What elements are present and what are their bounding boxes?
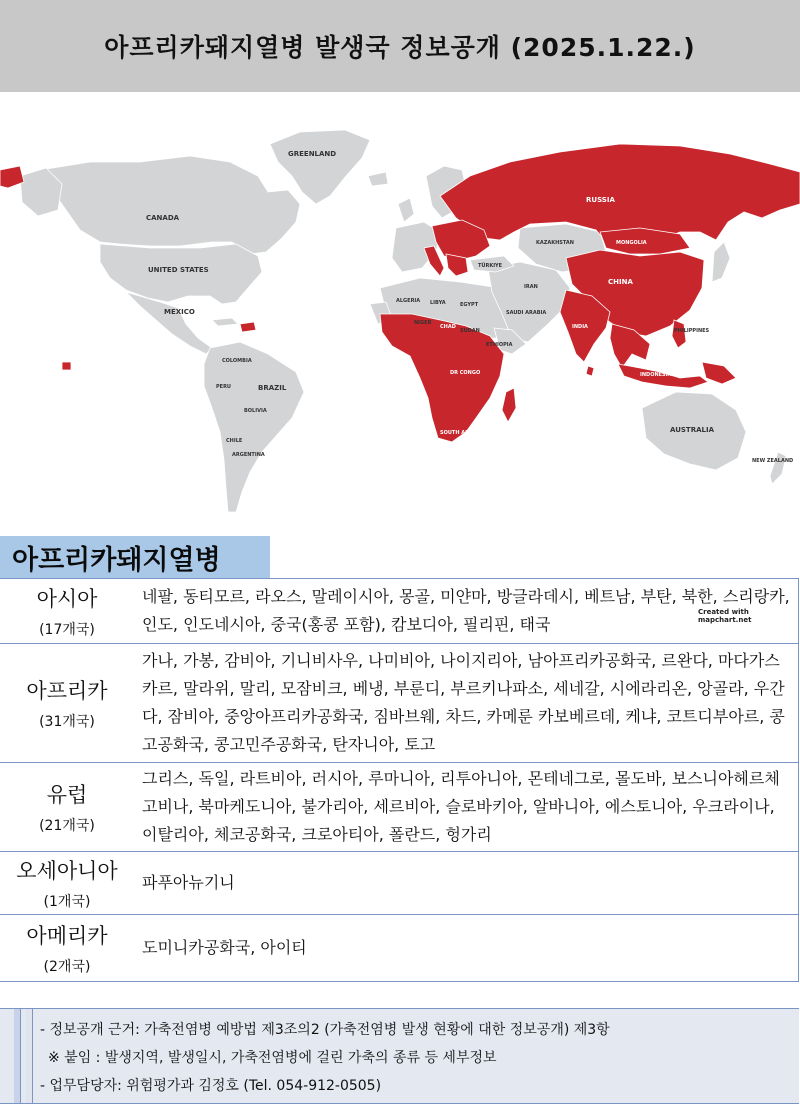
region-cell xyxy=(0,579,134,643)
region-row-europe xyxy=(0,763,799,852)
pacific-marker xyxy=(62,362,71,370)
countries-cell xyxy=(134,579,798,643)
country-list: 파푸아뉴기니 xyxy=(142,873,235,892)
map-label-south-africa: SOUTH AFRICA xyxy=(440,430,482,436)
sri-lanka-shape xyxy=(586,366,594,376)
region-count: (1개국) xyxy=(43,894,91,910)
map-label-kazakhstan: KAZAKHSTAN xyxy=(536,240,574,246)
region-table xyxy=(0,578,799,982)
map-label-algeria: ALGERIA xyxy=(396,298,421,304)
country-list: 네팔, 동티모르, 라오스, 말레이시아, 몽골, 미얀마, 방글라데시, 베트남, 부탄, 북한, 스리랑카, 인도, 인도네시아, 중국(홍콩 포함), 캄보디아, 필리핀, 태국 xyxy=(142,587,790,634)
country-list: 그리스, 독일, 라트비아, 러시아, 루마니아, 리투아니아, 몬테네그로, 몰도바, 보스니아헤르체고비나, 북마케도니아, 불가리아, 세르비아, 슬로바키아, 알바니아, 에스토니아, 우크라이나, 이탈리아, 체코공화국, 크로아티아, 폴란드, 헝가리 xyxy=(142,769,780,844)
map-label-colombia: COLOMBIA xyxy=(222,358,252,364)
map-label-saudi: SAUDI ARABIA xyxy=(506,310,547,316)
map-label-greenland: GREENLAND xyxy=(288,150,337,158)
philippines-shape xyxy=(672,320,686,348)
world-map-svg xyxy=(0,92,800,532)
region-cell xyxy=(0,915,134,981)
iceland-shape xyxy=(368,172,388,186)
map-credit: Created with mapchart.net xyxy=(698,608,752,624)
map-label-bolivia: BOLIVIA xyxy=(244,408,267,414)
footer-decoration xyxy=(26,1009,33,1103)
new-zealand-shape xyxy=(770,452,786,484)
map-label-india: INDIA xyxy=(572,324,588,330)
cuba-shape xyxy=(212,318,238,326)
region-count: (17개국) xyxy=(39,622,95,638)
map-label-niger: NIGER xyxy=(414,320,432,326)
usa-shape xyxy=(100,244,262,304)
region-cell xyxy=(0,763,134,851)
countries-cell xyxy=(134,915,798,981)
japan-shape xyxy=(712,242,730,282)
map-label-chile: CHILE xyxy=(226,438,243,444)
region-cell xyxy=(0,852,134,914)
footer-notes xyxy=(0,1008,799,1104)
map-label-usa: UNITED STATES xyxy=(148,266,209,274)
footer-legal-basis: - 정보공개 근거: 가축전염병 예방법 제3조의2 (가축전염병 발생 현황에 대한 정보공개) 제3항 xyxy=(40,1022,610,1038)
region-name: 아프리카 xyxy=(26,679,108,703)
footer-decoration xyxy=(14,1009,21,1103)
countries-cell xyxy=(134,644,798,762)
map-label-indonesia: INDONESIA xyxy=(640,372,672,378)
region-row-oceania xyxy=(0,852,799,915)
countries-cell xyxy=(134,763,798,851)
map-label-iran: IRAN xyxy=(524,284,538,290)
map-label-turkiye: TÜRKIYE xyxy=(478,263,503,269)
map-label-russia: RUSSIA xyxy=(586,196,615,204)
south-america-shape xyxy=(204,342,304,512)
map-label-argentina: ARGENTINA xyxy=(232,452,265,458)
map-label-chad: CHAD xyxy=(440,324,456,330)
footer-attachment-note: ※ 붙임 : 발생지역, 발생일시, 가축전염병에 걸린 가축의 종류 등 세부정보 xyxy=(48,1050,497,1066)
map-label-mexico: MEXICO xyxy=(164,308,195,316)
map-label-sudan: SUDAN xyxy=(460,328,480,334)
png-shape xyxy=(702,362,736,384)
section-title-box xyxy=(0,536,270,578)
region-row-asia xyxy=(0,579,799,644)
madagascar-shape xyxy=(502,388,516,422)
map-label-philippines: PHILIPPINES xyxy=(674,328,710,334)
region-row-africa xyxy=(0,644,799,763)
region-name: 아시아 xyxy=(36,587,98,611)
canada-shape xyxy=(40,156,300,254)
map-label-peru: PERU xyxy=(216,384,231,390)
country-list: 가나, 가봉, 감비아, 기니비사우, 나미비아, 나이지리아, 남아프리카공화국, 르완다, 마다가스카르, 말라위, 말리, 모잠비크, 베냉, 부룬디, 부르키나파소, 세네갈, 시에라리온, 앙골라, 우간다, 잠비아, 중앙아프리카공화국, 짐바브웨, 차드, 카메룬 카보베르데, 케냐, 코트디부아르, 콩고공화국, 콩고민주공화국, 탄자니아, 토고 xyxy=(142,651,785,754)
map-label-drcongo: DR CONGO xyxy=(450,370,481,376)
map-label-ethiopia: ETHIOPIA xyxy=(486,342,513,348)
header xyxy=(0,0,800,92)
map-label-egypt: EGYPT xyxy=(460,302,479,308)
countries-cell xyxy=(134,852,798,914)
region-name: 오세아니아 xyxy=(16,859,118,883)
region-cell xyxy=(0,644,134,762)
region-row-americas xyxy=(0,915,799,982)
region-count: (2개국) xyxy=(43,959,91,975)
map-label-libya: LIBYA xyxy=(430,300,446,306)
map-label-australia: AUSTRALIA xyxy=(670,426,714,434)
map-label-brazil: BRAZIL xyxy=(258,384,287,392)
section-title: 아프리카돼지열병 xyxy=(12,545,221,576)
map-label-canada: CANADA xyxy=(146,214,180,222)
map-label-new-zealand: NEW ZEALAND xyxy=(752,458,794,464)
country-list: 도미니카공화국, 아이티 xyxy=(142,938,307,957)
region-count: (21개국) xyxy=(39,818,95,834)
map-label-china: CHINA xyxy=(608,278,633,286)
footer-contact: - 업무담당자: 위험평가과 김정호 (Tel. 054-912-0505) xyxy=(40,1078,382,1094)
map-label-mongolia: MONGOLIA xyxy=(616,240,647,246)
page-title: 아프리카돼지열병 발생국 정보공개 (2025.1.22.) xyxy=(104,33,696,62)
region-count: (31개국) xyxy=(39,714,95,730)
russia-shape xyxy=(440,144,800,242)
hispaniola-shape xyxy=(240,322,256,332)
uk-shape xyxy=(398,198,414,222)
region-name: 유럽 xyxy=(46,783,88,807)
region-name: 아메리카 xyxy=(26,924,108,948)
